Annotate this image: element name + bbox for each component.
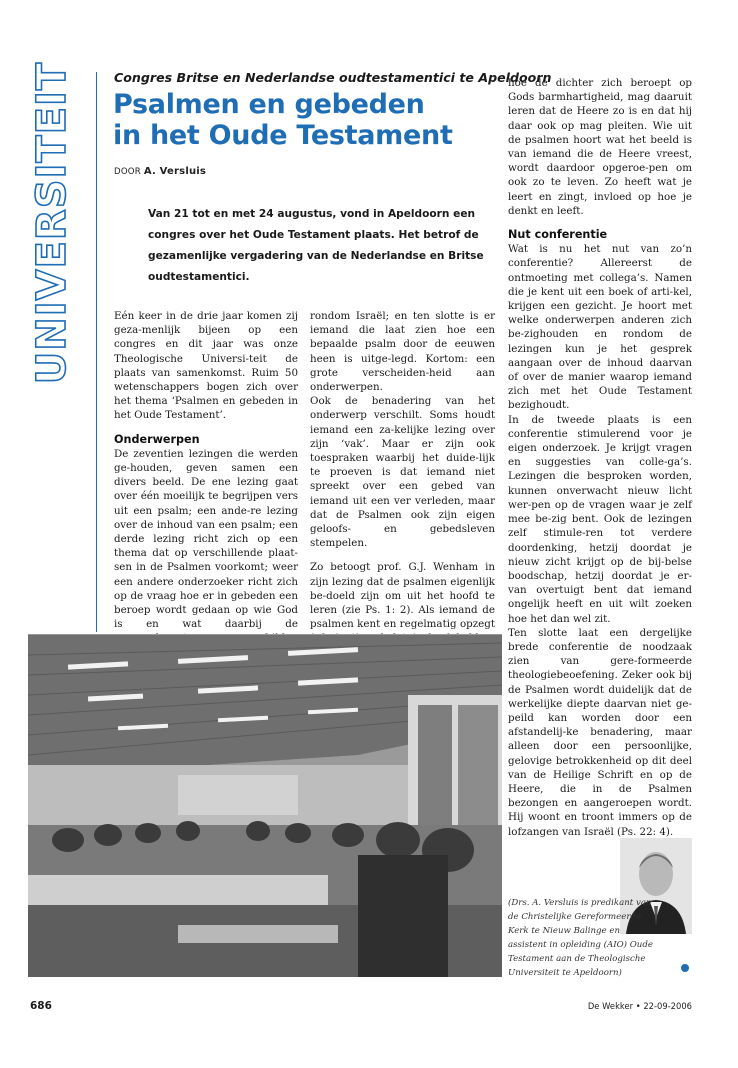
subheading-onderwerpen: Onderwerpen: [114, 432, 200, 446]
author-caption: (Drs. A. Versluis is predikant van de Christelijke Gereformeerde Kerk te Nieuw Balinge en assistent in opleiding (AIO) Oude Testament aan de Theologische Universiteit te Apeldoorn): [508, 898, 653, 978]
article-kicker: Congres Britse en Nederlandse oudtestamentici te Apeldoorn: [114, 70, 552, 85]
paragraph: Wat is nu het nut van zo’n conferentie? Allereerst de ontmoeting met collega’s. Namen die je kent uit een boek of arti-kel, krijgen een gezicht. Je hoort met welke onderwerpen anderen zich be-zighouden en rondom de lezingen kun je het gesprek aangaan over de inhoud daarvan of over de manier waarop iemand zich met het Oude Testament bezighoudt.: [508, 243, 692, 412]
footer-source: De Wekker • 22-09-2006: [587, 1001, 692, 1011]
body-column-3: [508, 76, 692, 839]
byline: [114, 166, 206, 177]
page-number: 686: [30, 1000, 52, 1012]
paragraph: hoe de dichter zich beroept op Gods barmhartigheid, mag daaruit leren dat de Heere zo is en dat hij daar ook op mag pleiten. Wie uit de psalmen hoort wat het beeld is van iemand die de Heere vreest, wordt daardoor opgeroe-pen om ook zo te leven. Zo heeft wat je leert en zingt, invloed op hoe je denkt en leeft.: [508, 77, 692, 217]
paragraph: De zeventien lezingen die werden ge-houden, geven samen een divers beeld. De ene lezing gaat over één moeilijk te begrijpen vers uit een psalm; een ande-re lezing over de inhoud van een psalm; een derde lezing richt zich op een thema dat op verschillende plaat-sen in de Psalmen voorkomt; weer een andere onderzoeker richt zich op de vraag hoe er in gebeden een beroep wordt gedaan op wie God is en wat daarbij de: [114, 447, 298, 631]
article-lead: Van 21 tot en met 24 augustus, vond in Apeldoorn een congres over het Oude Testament plaats. Het betrof de gezamenlijke vergadering van de Nederlandse en Britse oudtestamentici.: [148, 208, 484, 283]
paragraph: Ook de benadering van het onderwerp verschilt. Soms houdt iemand een za-kelijke lezing over zijn ‘vak’. Maar er zijn ook toespraken waarbij het duide-lijk te proeven is dat iemand niet spreekt over een gebed van iemand uit een ver verleden, maar dat de Psalmen ook zijn eigen geloofs- en gebedsleven stempelen.: [310, 395, 495, 550]
conference-photo: [28, 634, 502, 977]
paragraph: Eén keer in de drie jaar komen zij geza-menlijk bijeen op een congres en dit jaar was onze Theologische Universi-teit de plaats van samenkomst. Ruim 50 wetenschappers bogen zich over het thema ‘Psalmen en gebeden in het Oude Testament’.: [114, 310, 298, 422]
body-column-1: [114, 309, 298, 660]
article-title: [113, 89, 503, 151]
section-label: UNIVERSITEIT: [29, 61, 75, 385]
byline-author: A. Versluis: [143, 166, 207, 177]
end-mark-icon: [681, 964, 689, 972]
subheading-nut-conferentie: Nut conferentie: [508, 228, 608, 242]
title-line-1: Psalmen en gebeden: [113, 89, 425, 120]
paragraph: Zo betoogt prof. G.J. Wenham in zijn lezing dat de psalmen eigenlijk be-doeld zijn om uit het hoofd te leren (zie Ps. 1: 2). Als iemand de psalmen kent en regelmatig opzegt: [310, 561, 495, 631]
paragraph: Ten slotte laat een dergelijke brede conferentie de noodzaak zien van gere-formeerde theologiebeoefening. Zeker ook bij de Psalmen wordt duidelijk dat de werkelijke diepte daarvan niet ge-peild kan worden door een afstandelij-ke benadering, maar alleen door een persoonlijke, gelovige betrokkenheid op dit deel van de Heilige Schrift en op de Heere, die in de Psalmen bezongen en aangeroepen wordt. Hij woont en troont immers op de lofzangen van Israël (Ps. 22: 4).: [508, 626, 692, 838]
paragraph: rondom Israël; en ten slotte is er iemand die laat zien hoe een bepaalde psalm door de eeuwen heen is uitge-legd. Kortom: een grote verscheiden-heid aan onderwerpen.: [310, 310, 495, 394]
paragraph: In de tweede plaats is een conferentie stimulerend voor je eigen onderzoek. Je krijgt vragen en suggesties van colle-ga’s. Lezingen die besproken worden, kunnen onverwacht nieuw licht wer-pen op de vragen waar je zelf mee be-zig bent. Ook de lezingen zelf stimule-ren tot verdere doordenking, hetzij doordat je nieuw zicht krijgt op de bij-belse boodschap, hetzij doordat je er-van overtuigt bent dat iemand ongelijk heeft en uit wilt zoeken hoe het dan wel zit.: [508, 413, 692, 625]
body-column-2: [310, 309, 495, 674]
title-line-2: in het Oude Testament: [113, 120, 453, 151]
byline-prefix: DOOR: [114, 167, 141, 177]
